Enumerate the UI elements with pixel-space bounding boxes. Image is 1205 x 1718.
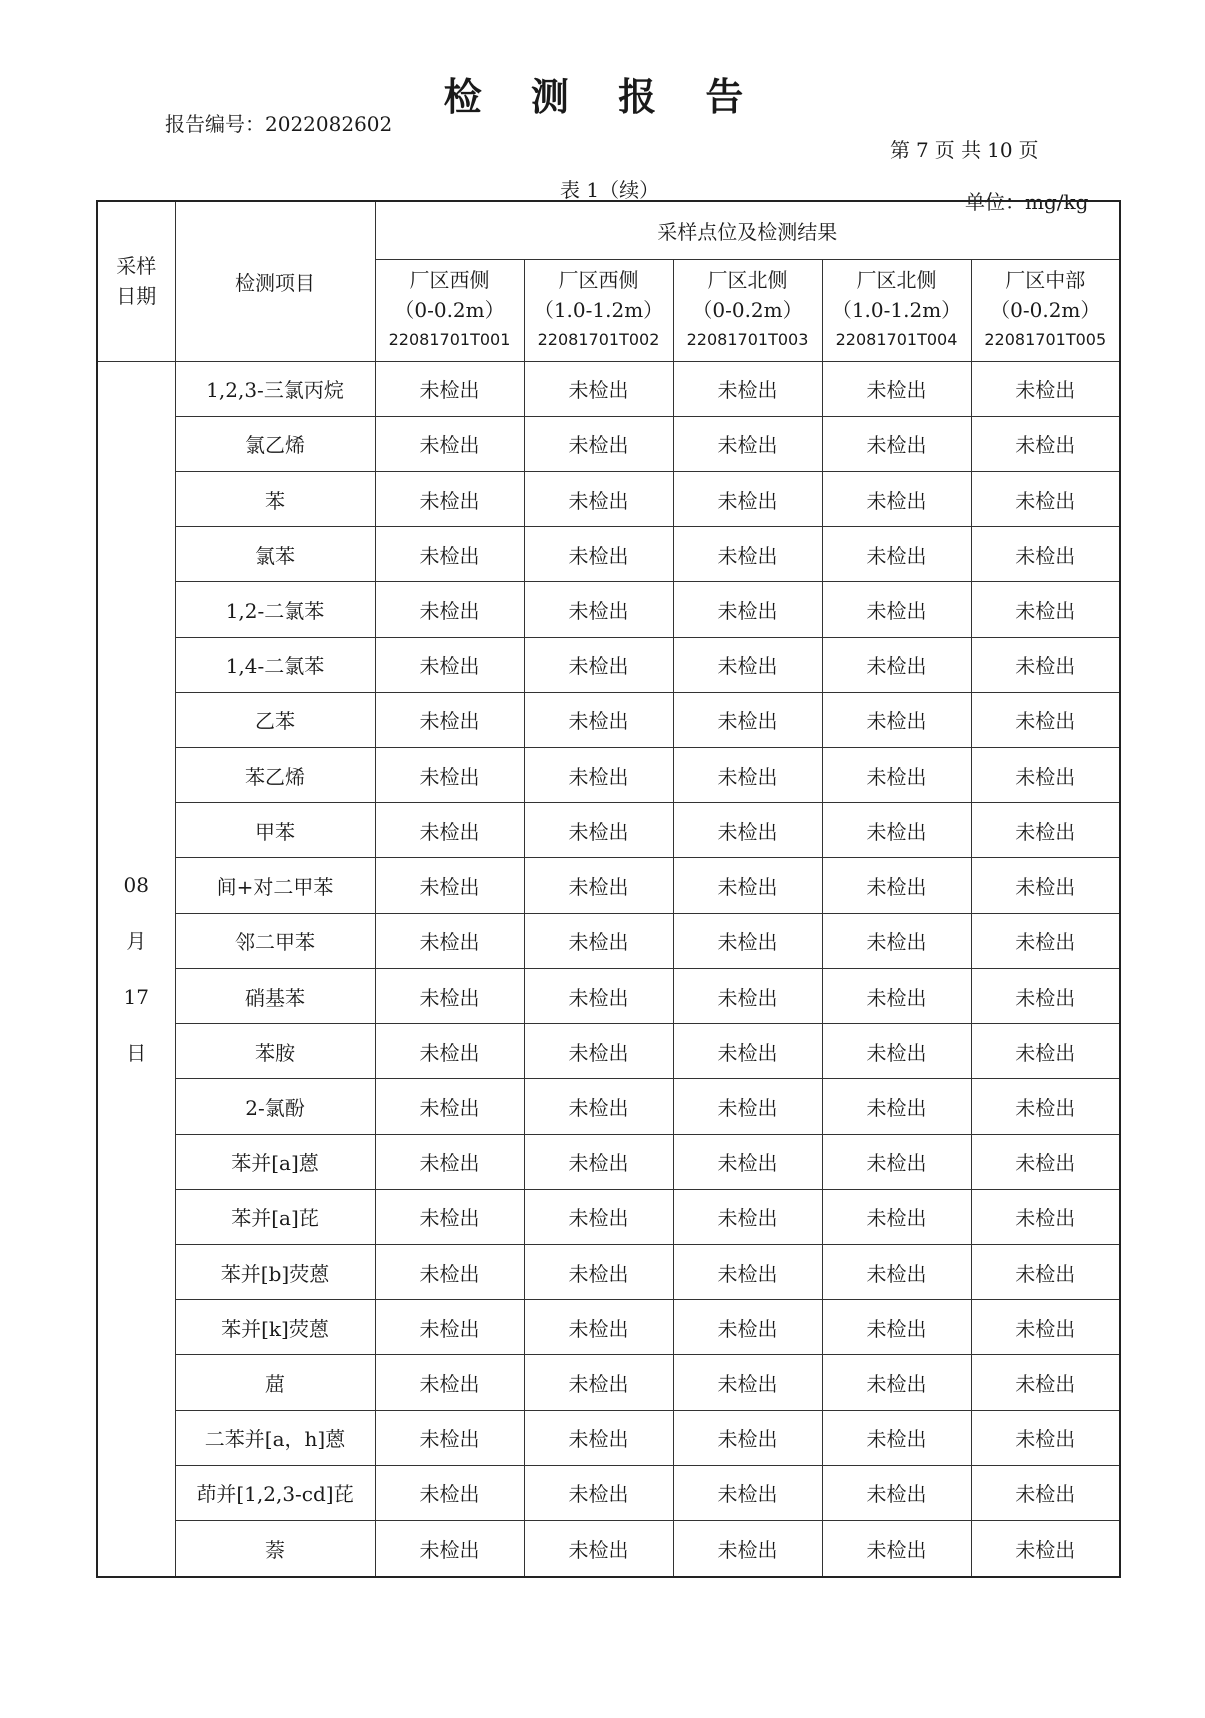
result-cell: 未检出 <box>673 748 822 803</box>
result-cell: 未检出 <box>375 361 524 416</box>
result-cell: 未检出 <box>971 1521 1120 1577</box>
location-code: 22081701T002 <box>537 330 660 349</box>
table-row <box>97 968 1120 1023</box>
result-cell: 未检出 <box>971 637 1120 692</box>
location-depth: （0-0.2m） <box>990 298 1101 322</box>
page-suffix: 页 <box>1018 138 1039 162</box>
table-row <box>97 913 1120 968</box>
page-indicator <box>890 134 1045 163</box>
result-cell: 未检出 <box>822 1245 971 1300</box>
test-item-name: 氯乙烯 <box>175 416 375 471</box>
table-row <box>97 471 1120 526</box>
result-cell: 未检出 <box>673 361 822 416</box>
unit-label: 单位：mg/kg <box>965 190 1089 214</box>
result-cell: 未检出 <box>822 471 971 526</box>
result-cell: 未检出 <box>524 582 673 637</box>
result-cell: 未检出 <box>822 1079 971 1134</box>
table-row <box>97 1521 1120 1577</box>
date-line: 08 <box>123 872 149 897</box>
result-cell: 未检出 <box>375 748 524 803</box>
test-item-name: 萘 <box>175 1521 375 1577</box>
table-row <box>97 361 1120 416</box>
result-cell: 未检出 <box>524 1355 673 1410</box>
result-cell: 未检出 <box>971 1189 1120 1244</box>
result-cell: 未检出 <box>673 1521 822 1577</box>
table-row <box>97 692 1120 747</box>
result-cell: 未检出 <box>524 913 673 968</box>
location-depth: （1.0-1.2m） <box>831 298 962 322</box>
result-cell: 未检出 <box>375 1300 524 1355</box>
result-cell: 未检出 <box>375 968 524 1023</box>
result-cell: 未检出 <box>673 968 822 1023</box>
result-cell: 未检出 <box>971 692 1120 747</box>
result-cell: 未检出 <box>971 1024 1120 1079</box>
result-cell: 未检出 <box>971 471 1120 526</box>
result-cell: 未检出 <box>822 361 971 416</box>
table-row <box>97 1134 1120 1189</box>
result-cell: 未检出 <box>673 1079 822 1134</box>
result-cell: 未检出 <box>971 1134 1120 1189</box>
result-cell: 未检出 <box>375 527 524 582</box>
table-row <box>97 1355 1120 1410</box>
result-cell: 未检出 <box>524 858 673 913</box>
table-row <box>97 637 1120 692</box>
result-cell: 未检出 <box>375 582 524 637</box>
result-cell: 未检出 <box>375 637 524 692</box>
location-code: 22081701T003 <box>686 330 809 349</box>
result-cell: 未检出 <box>375 858 524 913</box>
result-cell: 未检出 <box>822 1465 971 1520</box>
header-location-1 <box>375 259 524 361</box>
result-cell: 未检出 <box>822 527 971 582</box>
header-location-5 <box>971 259 1120 361</box>
header-sampling-date: 采样日期 <box>97 201 175 361</box>
result-cell: 未检出 <box>971 913 1120 968</box>
test-item-name: 二苯并[a，h]蒽 <box>175 1410 375 1465</box>
page-total: 10 <box>987 138 1013 162</box>
test-item-name: 1,4-二氯苯 <box>175 637 375 692</box>
table-row <box>97 1300 1120 1355</box>
result-cell: 未检出 <box>673 858 822 913</box>
table-caption: 表 1（续） <box>560 178 660 202</box>
sampling-date-cell <box>97 361 175 1577</box>
report-number: 报告编号：2022082602 <box>165 112 393 136</box>
table-row <box>97 527 1120 582</box>
result-cell: 未检出 <box>673 1245 822 1300</box>
result-cell: 未检出 <box>375 1079 524 1134</box>
page-current: 7 <box>916 138 929 162</box>
result-cell: 未检出 <box>524 1189 673 1244</box>
test-item-name: 苯 <box>175 471 375 526</box>
location-name: 厂区西侧 <box>558 268 639 292</box>
result-cell: 未检出 <box>822 1024 971 1079</box>
result-cell: 未检出 <box>673 913 822 968</box>
test-item-name: 茚并[1,2,3-cd]芘 <box>175 1465 375 1520</box>
header-location-3 <box>673 259 822 361</box>
result-cell: 未检出 <box>971 803 1120 858</box>
test-item-name: 苯并[b]荧蒽 <box>175 1245 375 1300</box>
result-cell: 未检出 <box>971 416 1120 471</box>
result-cell: 未检出 <box>524 471 673 526</box>
result-cell: 未检出 <box>524 803 673 858</box>
header-test-item: 检测项目 <box>175 201 375 361</box>
test-item-name: 苯乙烯 <box>175 748 375 803</box>
result-cell: 未检出 <box>971 1079 1120 1134</box>
result-cell: 未检出 <box>822 1134 971 1189</box>
result-cell: 未检出 <box>673 803 822 858</box>
result-cell: 未检出 <box>822 1300 971 1355</box>
test-item-name: 苯胺 <box>175 1024 375 1079</box>
location-code: 22081701T005 <box>984 330 1107 349</box>
result-cell: 未检出 <box>971 1300 1120 1355</box>
result-cell: 未检出 <box>822 858 971 913</box>
result-cell: 未检出 <box>375 1355 524 1410</box>
result-cell: 未检出 <box>822 637 971 692</box>
test-item-name: 苯并[k]荧蒽 <box>175 1300 375 1355</box>
location-depth: （1.0-1.2m） <box>533 298 664 322</box>
result-cell: 未检出 <box>375 416 524 471</box>
result-cell: 未检出 <box>971 1355 1120 1410</box>
result-cell: 未检出 <box>375 803 524 858</box>
result-cell: 未检出 <box>971 858 1120 913</box>
date-line: 17 <box>123 984 149 1009</box>
test-item-name: 间+对二甲苯 <box>175 858 375 913</box>
result-cell: 未检出 <box>524 1245 673 1300</box>
page-prefix: 第 <box>890 138 910 162</box>
table-row <box>97 1024 1120 1079</box>
location-name: 厂区中部 <box>1005 268 1086 292</box>
result-cell: 未检出 <box>524 527 673 582</box>
test-item-name: 䓛 <box>175 1355 375 1410</box>
location-name: 厂区北侧 <box>707 268 788 292</box>
result-cell: 未检出 <box>375 1024 524 1079</box>
report-title: 检 测 报 告 <box>443 75 762 119</box>
result-cell: 未检出 <box>673 416 822 471</box>
result-cell: 未检出 <box>673 1410 822 1465</box>
page-mid: 页 共 <box>934 138 982 162</box>
result-cell: 未检出 <box>375 1465 524 1520</box>
header-location-4 <box>822 259 971 361</box>
result-cell: 未检出 <box>822 1410 971 1465</box>
result-cell: 未检出 <box>673 1465 822 1520</box>
result-cell: 未检出 <box>524 692 673 747</box>
result-cell: 未检出 <box>822 1521 971 1577</box>
result-cell: 未检出 <box>375 471 524 526</box>
result-cell: 未检出 <box>673 1355 822 1410</box>
result-cell: 未检出 <box>375 1521 524 1577</box>
result-cell: 未检出 <box>524 1079 673 1134</box>
location-code: 22081701T004 <box>835 330 958 349</box>
result-cell: 未检出 <box>673 1300 822 1355</box>
result-cell: 未检出 <box>822 582 971 637</box>
table-row <box>97 1079 1120 1134</box>
result-cell: 未检出 <box>524 1410 673 1465</box>
table-row <box>97 858 1120 913</box>
test-item-name: 1,2-二氯苯 <box>175 582 375 637</box>
result-cell: 未检出 <box>673 527 822 582</box>
result-cell: 未检出 <box>524 416 673 471</box>
test-item-name: 2-氯酚 <box>175 1079 375 1134</box>
test-item-name: 1,2,3-三氯丙烷 <box>175 361 375 416</box>
result-cell: 未检出 <box>673 1024 822 1079</box>
result-cell: 未检出 <box>971 1245 1120 1300</box>
result-cell: 未检出 <box>971 1465 1120 1520</box>
result-cell: 未检出 <box>822 968 971 1023</box>
test-item-name: 甲苯 <box>175 803 375 858</box>
result-cell: 未检出 <box>971 582 1120 637</box>
result-cell: 未检出 <box>524 361 673 416</box>
result-cell: 未检出 <box>375 692 524 747</box>
date-line: 日 <box>126 1040 147 1065</box>
result-cell: 未检出 <box>822 803 971 858</box>
result-cell: 未检出 <box>971 1410 1120 1465</box>
result-cell: 未检出 <box>673 582 822 637</box>
result-cell: 未检出 <box>375 1134 524 1189</box>
header-location-2 <box>524 259 673 361</box>
table-row <box>97 748 1120 803</box>
result-cell: 未检出 <box>673 1134 822 1189</box>
result-cell: 未检出 <box>524 748 673 803</box>
location-depth: （0-0.2m） <box>692 298 803 322</box>
table-row <box>97 582 1120 637</box>
result-cell: 未检出 <box>524 637 673 692</box>
table-row <box>97 803 1120 858</box>
result-cell: 未检出 <box>524 1521 673 1577</box>
test-item-name: 氯苯 <box>175 527 375 582</box>
date-line: 月 <box>126 928 147 953</box>
table-row <box>97 1245 1120 1300</box>
result-cell: 未检出 <box>822 692 971 747</box>
location-name: 厂区西侧 <box>409 268 490 292</box>
result-cell: 未检出 <box>822 913 971 968</box>
result-cell: 未检出 <box>375 1189 524 1244</box>
result-cell: 未检出 <box>971 361 1120 416</box>
result-cell: 未检出 <box>375 1410 524 1465</box>
result-cell: 未检出 <box>822 1355 971 1410</box>
result-cell: 未检出 <box>971 748 1120 803</box>
result-cell: 未检出 <box>673 692 822 747</box>
header-location-group: 采样点位及检测结果 <box>375 201 1120 259</box>
table-row <box>97 416 1120 471</box>
result-cell: 未检出 <box>375 1245 524 1300</box>
result-cell: 未检出 <box>673 1189 822 1244</box>
result-cell: 未检出 <box>971 968 1120 1023</box>
test-item-name: 邻二甲苯 <box>175 913 375 968</box>
table-row <box>97 1465 1120 1520</box>
result-cell: 未检出 <box>524 968 673 1023</box>
test-item-name: 苯并[a]芘 <box>175 1189 375 1244</box>
result-cell: 未检出 <box>375 913 524 968</box>
result-cell: 未检出 <box>822 1189 971 1244</box>
result-cell: 未检出 <box>673 471 822 526</box>
result-cell: 未检出 <box>673 637 822 692</box>
location-depth: （0-0.2m） <box>394 298 505 322</box>
result-cell: 未检出 <box>971 527 1120 582</box>
table-row <box>97 1189 1120 1244</box>
result-cell: 未检出 <box>524 1134 673 1189</box>
result-cell: 未检出 <box>524 1024 673 1079</box>
test-item-name: 乙苯 <box>175 692 375 747</box>
location-code: 22081701T001 <box>388 330 511 349</box>
result-cell: 未检出 <box>524 1300 673 1355</box>
result-cell: 未检出 <box>822 748 971 803</box>
test-item-name: 硝基苯 <box>175 968 375 1023</box>
location-name: 厂区北侧 <box>856 268 937 292</box>
result-cell: 未检出 <box>524 1465 673 1520</box>
table-row <box>97 1410 1120 1465</box>
results-table <box>96 200 1121 1578</box>
result-cell: 未检出 <box>822 416 971 471</box>
test-item-name: 苯并[a]蒽 <box>175 1134 375 1189</box>
